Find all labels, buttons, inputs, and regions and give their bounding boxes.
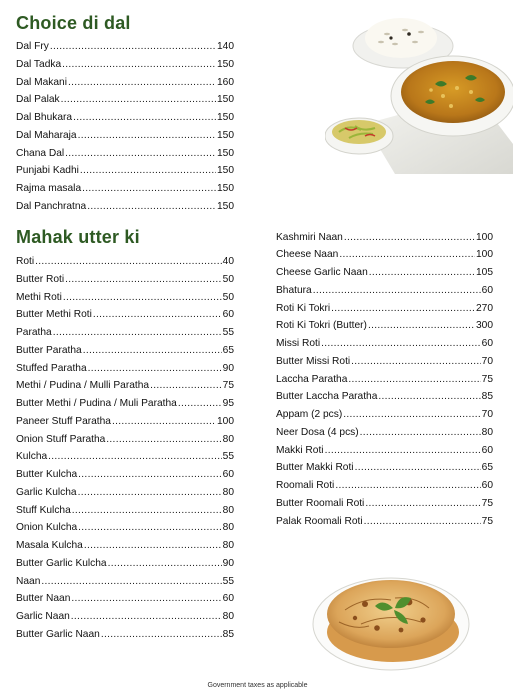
- menu-item-price: 105: [476, 267, 493, 278]
- menu-item: [16, 253, 234, 271]
- dot-leader: [80, 162, 216, 180]
- menu-item-price: 80: [222, 611, 234, 622]
- dot-leader: [72, 502, 222, 520]
- dot-leader: [101, 626, 222, 644]
- dot-leader: [108, 555, 222, 573]
- menu-item-price: 70: [481, 409, 493, 420]
- dot-leader: [73, 109, 216, 127]
- dot-leader: [84, 537, 222, 555]
- menu-item: [16, 38, 234, 56]
- dot-leader: [50, 38, 216, 56]
- paratha-plate-photo: [305, 558, 475, 676]
- menu-item-name: Butter Methi Roti: [16, 309, 92, 321]
- menu-item: [276, 335, 493, 353]
- menu-item-name: Dal Fry: [16, 41, 49, 52]
- menu-item-price: 150: [217, 165, 234, 177]
- dot-leader: [364, 513, 481, 531]
- dot-leader: [369, 264, 475, 282]
- menu-item: [16, 519, 234, 537]
- menu-item-name: Butter Missi Roti: [276, 355, 351, 367]
- dot-leader: [335, 477, 480, 495]
- menu-item-price: 55: [222, 327, 234, 338]
- menu-item-name: Roomali Roti: [276, 480, 335, 491]
- menu-item-price: 60: [481, 444, 493, 456]
- menu-item-price: 80: [222, 433, 234, 445]
- menu-item-price: 60: [481, 338, 493, 349]
- menu-item: [16, 342, 234, 360]
- dot-leader: [35, 253, 222, 271]
- menu-item: [276, 424, 493, 442]
- dot-leader: [83, 342, 222, 360]
- menu-item-price: 75: [481, 373, 493, 385]
- dot-leader: [53, 324, 222, 342]
- menu-item-price: 80: [222, 522, 234, 534]
- menu-item-name: Makki Roti: [276, 444, 324, 456]
- dot-leader: [71, 608, 222, 626]
- menu-item-price: 50: [222, 291, 234, 303]
- menu-item-price: 60: [481, 284, 493, 296]
- dot-leader: [321, 335, 481, 353]
- dot-leader: [112, 413, 216, 431]
- menu-item-name: Dal Palak: [16, 94, 60, 106]
- menu-item: [16, 145, 234, 163]
- menu-item: [16, 502, 234, 520]
- menu-item: [276, 246, 493, 264]
- menu-item-price: 80: [222, 540, 234, 551]
- menu-item: [16, 91, 234, 109]
- menu-item-price: 40: [222, 256, 234, 267]
- menu-item: [16, 56, 234, 74]
- menu-item-name: Cheese Naan: [276, 249, 339, 261]
- dal-menu-list: [16, 38, 234, 216]
- menu-item: [16, 555, 234, 573]
- menu-item-name: Butter Roti: [16, 273, 65, 285]
- bread-menu-list-left: [16, 253, 234, 644]
- menu-item: [16, 377, 234, 395]
- dot-leader: [62, 56, 216, 74]
- dot-leader: [368, 317, 475, 335]
- menu-item: [276, 317, 493, 335]
- menu-item-name: Methi / Pudina / Mulli Paratha: [16, 380, 150, 392]
- menu-item: [16, 608, 234, 626]
- dot-leader: [65, 145, 216, 163]
- dot-leader: [344, 229, 475, 247]
- menu-item: [16, 271, 234, 289]
- menu-item-name: Masala Kulcha: [16, 540, 83, 551]
- menu-item-name: Dal Maharaja: [16, 129, 77, 141]
- menu-item-price: 65: [222, 344, 234, 356]
- menu-item: [276, 513, 493, 531]
- menu-item-price: 100: [476, 231, 493, 243]
- dal-section-title: Choice di dal: [16, 13, 131, 33]
- menu-item-name: Chana Dal: [16, 147, 65, 159]
- menu-item-price: 55: [222, 575, 234, 587]
- menu-item: [16, 484, 234, 502]
- dot-leader: [351, 353, 480, 371]
- menu-item-name: Dal Makani: [16, 76, 67, 88]
- dot-leader: [78, 127, 216, 145]
- menu-item: [16, 180, 234, 198]
- menu-item-name: Butter Makki Roti: [276, 462, 354, 474]
- menu-item-price: 50: [222, 273, 234, 285]
- dot-leader: [339, 246, 475, 264]
- menu-item-price: 75: [481, 515, 493, 527]
- menu-item-name: Roti Ki Tokri: [276, 302, 331, 314]
- menu-item-name: Butter Paratha: [16, 344, 82, 356]
- menu-item: [16, 466, 234, 484]
- menu-item-name: Butter Kulcha: [16, 469, 78, 480]
- dot-leader: [343, 406, 480, 424]
- dot-leader: [106, 431, 221, 449]
- menu-item-price: 150: [217, 183, 234, 194]
- dot-leader: [378, 388, 480, 406]
- menu-item-price: 80: [222, 486, 234, 498]
- menu-item-name: Butter Naan: [16, 593, 71, 605]
- menu-item-name: Butter Garlic Naan: [16, 628, 100, 640]
- dot-leader: [78, 484, 222, 502]
- menu-item: [16, 395, 234, 413]
- menu-item: [276, 406, 493, 424]
- menu-item-name: Dal Tadka: [16, 58, 62, 70]
- menu-item: [16, 537, 234, 555]
- menu-item-price: 150: [217, 58, 234, 70]
- menu-item: [276, 459, 493, 477]
- menu-item-price: 60: [222, 309, 234, 321]
- dot-leader: [348, 371, 480, 389]
- menu-item: [16, 626, 234, 644]
- menu-item: [276, 282, 493, 300]
- menu-item-name: Methi Roti: [16, 291, 62, 303]
- dot-leader: [355, 459, 481, 477]
- menu-item-price: 100: [217, 415, 234, 427]
- menu-item-price: 160: [217, 76, 234, 88]
- menu-item: [16, 448, 234, 466]
- bread-menu-list-right: [276, 229, 493, 531]
- menu-item: [16, 289, 234, 307]
- menu-item-price: 80: [481, 426, 493, 438]
- menu-item-name: Butter Garlic Kulcha: [16, 557, 107, 569]
- menu-item: [276, 300, 493, 318]
- menu-item: [16, 306, 234, 324]
- menu-item-name: Palak Roomali Roti: [276, 515, 363, 527]
- menu-item-name: Kulcha: [16, 451, 48, 463]
- dot-leader: [78, 519, 221, 537]
- menu-item: [276, 353, 493, 371]
- menu-item-name: Butter Methi / Pudina / Muli Paratha: [16, 398, 177, 409]
- menu-item-price: 60: [222, 593, 234, 605]
- menu-item-price: 95: [222, 398, 234, 409]
- menu-item-price: 60: [481, 480, 493, 491]
- menu-item-name: Laccha Paratha: [276, 373, 348, 385]
- menu-item-name: Garlic Kulcha: [16, 486, 77, 498]
- dot-leader: [360, 424, 481, 442]
- menu-item-name: Dal Panchratna: [16, 200, 87, 212]
- menu-item: [16, 198, 234, 216]
- menu-item: [16, 573, 234, 591]
- menu-item-name: Rajma masala: [16, 183, 82, 194]
- dot-leader: [63, 289, 222, 307]
- menu-item: [16, 127, 234, 145]
- menu-item-name: Roti Ki Tokri (Butter): [276, 320, 367, 332]
- menu-item: [16, 431, 234, 449]
- menu-item-name: Cheese Garlic Naan: [276, 267, 368, 278]
- menu-item: [16, 590, 234, 608]
- menu-item-name: Bhatura: [276, 284, 312, 296]
- menu-item-price: 150: [217, 129, 234, 141]
- menu-item: [276, 388, 493, 406]
- menu-item-name: Butter Roomali Roti: [276, 497, 365, 509]
- dot-leader: [68, 74, 216, 92]
- menu-item-price: 55: [222, 451, 234, 463]
- dot-leader: [325, 442, 481, 460]
- dot-leader: [71, 590, 221, 608]
- menu-item: [276, 229, 493, 247]
- dot-leader: [365, 495, 480, 513]
- menu-item: [276, 477, 493, 495]
- dot-leader: [78, 466, 221, 484]
- menu-item-name: Paneer Stuff Paratha: [16, 415, 111, 427]
- menu-item-price: 90: [222, 557, 234, 569]
- menu-item-price: 60: [222, 469, 234, 480]
- dot-leader: [178, 395, 222, 413]
- dot-leader: [61, 91, 216, 109]
- menu-item-name: Paratha: [16, 327, 52, 338]
- menu-item-name: Neer Dosa (4 pcs): [276, 426, 359, 438]
- dot-leader: [87, 198, 216, 216]
- menu-item-price: 75: [481, 497, 493, 509]
- menu-item: [276, 371, 493, 389]
- dot-leader: [88, 360, 222, 378]
- menu-item-name: Appam (2 pcs): [276, 409, 343, 420]
- menu-item-price: 140: [217, 41, 234, 52]
- menu-item: [16, 109, 234, 127]
- dot-leader: [93, 306, 222, 324]
- menu-item-name: Roti: [16, 256, 35, 267]
- menu-item-price: 90: [222, 362, 234, 374]
- bread-section-title: Mahak utter ki: [16, 227, 140, 247]
- dot-leader: [48, 448, 222, 466]
- dot-leader: [313, 282, 481, 300]
- menu-item-name: Onion Stuff Paratha: [16, 433, 106, 445]
- menu-item-name: Stuff Kulcha: [16, 504, 71, 516]
- menu-item: [276, 495, 493, 513]
- dal-bowl-photo: [325, 4, 513, 174]
- dot-leader: [65, 271, 222, 289]
- menu-item-price: 65: [481, 462, 493, 474]
- menu-item-name: Punjabi Kadhi: [16, 165, 79, 177]
- menu-item: [16, 74, 234, 92]
- menu-item-price: 150: [217, 200, 234, 212]
- menu-item-price: 300: [476, 320, 493, 332]
- menu-item-name: Missi Roti: [276, 338, 321, 349]
- dot-leader: [82, 180, 216, 198]
- menu-item-price: 80: [222, 504, 234, 516]
- menu-item-name: Butter Laccha Paratha: [276, 391, 378, 403]
- menu-item-price: 70: [481, 355, 493, 367]
- dot-leader: [41, 573, 221, 591]
- menu-item-name: Dal Bhukara: [16, 112, 73, 123]
- menu-item: [16, 162, 234, 180]
- menu-item-price: 75: [222, 380, 234, 392]
- menu-item-price: 150: [217, 94, 234, 106]
- menu-item-price: 100: [476, 249, 493, 261]
- dot-leader: [150, 377, 222, 395]
- menu-item-name: Garlic Naan: [16, 611, 70, 622]
- menu-item: [16, 360, 234, 378]
- menu-item-price: 85: [222, 628, 234, 640]
- menu-item-name: Kashmiri Naan: [276, 231, 343, 243]
- menu-item-price: 150: [217, 147, 234, 159]
- menu-item-price: 150: [217, 112, 234, 123]
- menu-item: [276, 442, 493, 460]
- menu-item-name: Stuffed Paratha: [16, 362, 87, 374]
- menu-item-price: 85: [481, 391, 493, 403]
- menu-item: [16, 324, 234, 342]
- menu-item-name: Onion Kulcha: [16, 522, 78, 534]
- dot-leader: [331, 300, 475, 318]
- tax-footnote: Government taxes as applicable: [207, 682, 308, 689]
- menu-item: [16, 413, 234, 431]
- menu-item: [276, 264, 493, 282]
- menu-item-name: Naan: [16, 575, 41, 587]
- menu-item-price: 270: [476, 302, 493, 314]
